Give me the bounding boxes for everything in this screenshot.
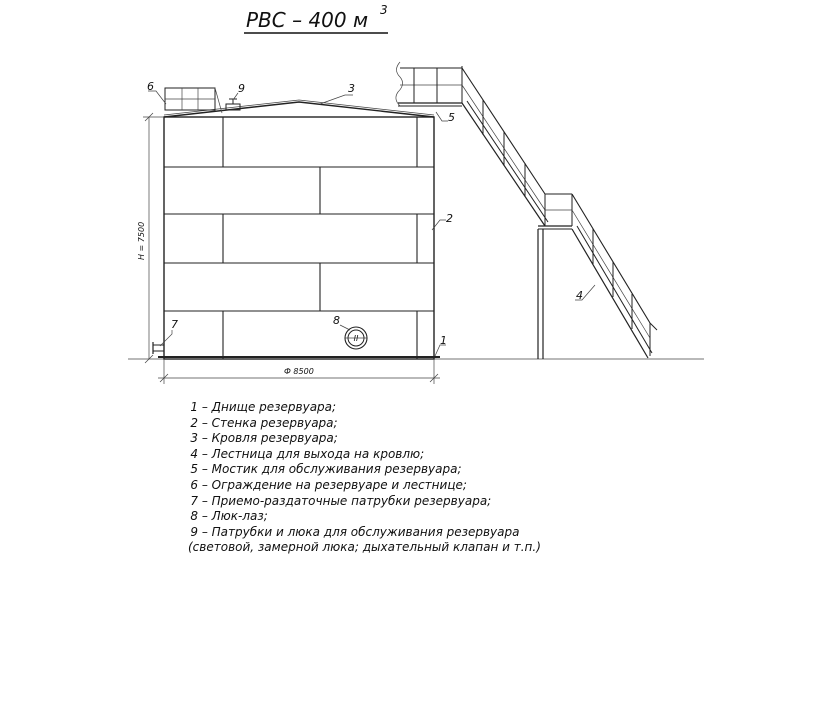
tank-roof [164,100,434,117]
callout-9: 9 [238,82,245,95]
stringer-inner [467,101,548,222]
manhole-hatch-text: II [353,334,359,343]
legend-item [188,462,541,478]
legend-number: 3 [190,431,198,446]
break-line [396,62,403,106]
callout-3: 3 [348,82,355,95]
leader-5 [436,112,448,121]
callout-2: 2 [446,212,453,225]
stringer-inner [577,226,652,353]
callout-5: 5 [448,111,455,124]
legend-number: 6 [190,477,198,492]
legend-number: 7 [190,493,198,508]
upper-stair-flight [462,68,548,226]
callout-6: 6 [147,80,154,93]
tank-wall-outline [164,117,434,359]
legend-number: 5 [190,462,198,477]
leader-8 [340,325,350,330]
legend-number: 2 [190,415,198,430]
legend-number: 4 [190,446,198,461]
legend-item [188,447,541,463]
legend-text: – Патрубки и люка для обслуживания резервуара [198,524,520,539]
legend-item [188,431,541,447]
legend-number: 8 [190,509,198,524]
legend-item [188,525,541,541]
legend-item [188,509,541,525]
title-text: РВС – 400 м [246,8,369,32]
handrail [572,194,650,323]
height-label: Н = 7500 [137,221,146,260]
diameter-dimension [158,359,440,384]
midrail [572,210,650,338]
legend-text: – Днище резервуара; [198,400,337,414]
legend-text: – Лестница для выхода на кровлю; [198,446,425,461]
legend-text: – Кровля резервуара; [198,431,338,446]
height-dimension [137,113,164,363]
legend-item [188,494,541,510]
pipe-body [153,345,164,351]
legend-item [188,416,541,432]
callout-8: 8 [333,314,340,327]
legend-number: 1 [190,400,198,414]
drawing-title [244,3,388,33]
legend-item [188,400,541,416]
diameter-label: Ф 8500 [284,367,314,376]
callout-leaders [148,91,595,356]
legend-text: – Стенка резервуара; [198,415,338,430]
title-superscript: 3 [380,3,388,17]
legend-item [188,478,541,494]
legend-continuation: (световой, замерной люка; дыхательный клапан и т.п.) [188,540,541,555]
legend-text: – Ограждение на резервуаре и лестнице; [198,477,467,492]
callout-1: 1 [440,334,447,347]
legend-text: – Мостик для обслуживания резервуара; [198,462,462,477]
callout-4: 4 [576,289,583,302]
service-platform [396,62,462,106]
callout-7: 7 [171,318,178,331]
legend-number: 9 [190,524,198,539]
handrail-end [650,323,657,330]
parts-legend [188,400,541,556]
legend-text: – Люк-лаз; [198,509,268,524]
lower-stair-flight [572,194,657,358]
tank-shell [158,117,440,359]
leader-7 [160,330,172,346]
stair-landing [538,194,572,359]
handrail [462,68,545,194]
legend-text: – Приемо-раздаточные патрубки резервуара; [198,493,492,508]
manhole [345,327,367,349]
stringer [572,229,648,358]
